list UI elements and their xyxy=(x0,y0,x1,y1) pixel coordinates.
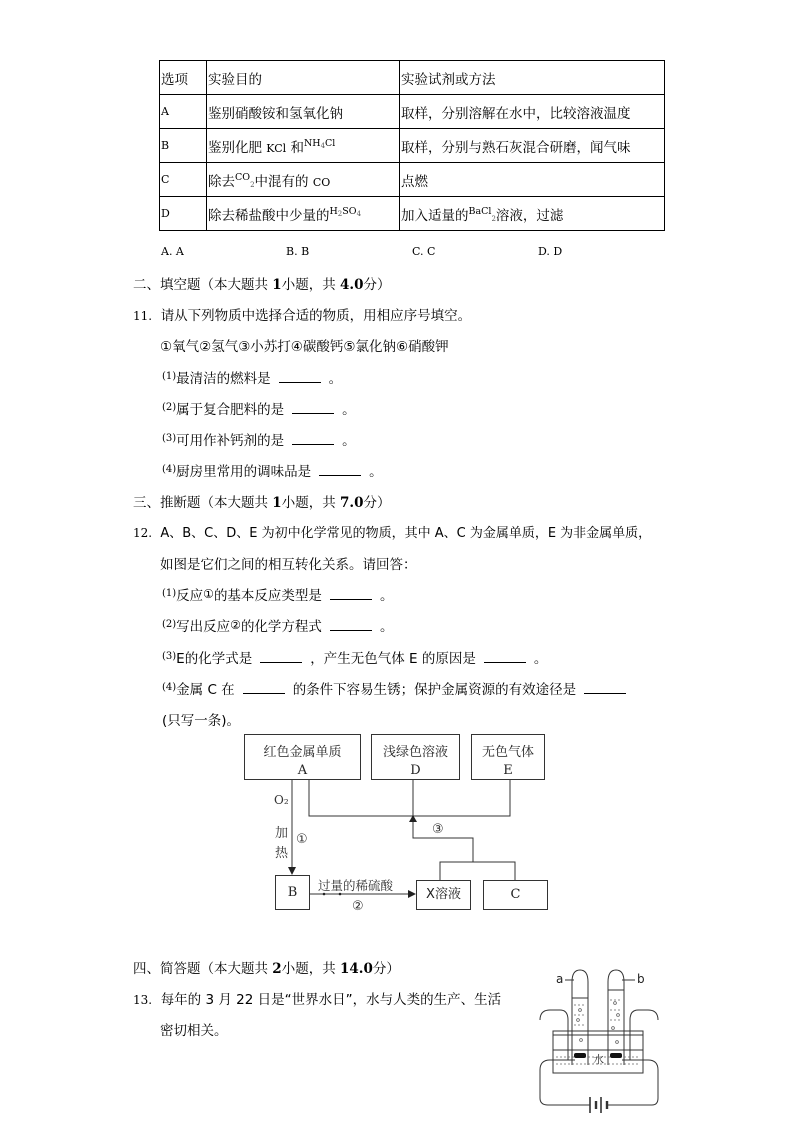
box-b: B xyxy=(275,875,310,910)
section-heading-short-answer: 四、简答题（本大题共 2小题，共 14.0分） xyxy=(133,961,400,977)
row-method: 取样，分别与熟石灰混合研磨，闻气味 xyxy=(400,129,665,163)
question-11-part-2: $^{(2)}$属于复合肥料的是 。 xyxy=(162,402,356,418)
row-option: A xyxy=(160,95,207,129)
question-12-part-2: $^{(2)}$写出反应②的化学方程式 。 xyxy=(162,618,394,635)
question-11-part-3: $^{(3)}$可用作补钙剂的是 。 xyxy=(162,433,356,449)
reaction-1-label: ① xyxy=(296,832,308,847)
electrode-b xyxy=(610,1053,622,1058)
row-purpose: 鉴别化肥 KCl 和$^{NH_4Cl}$ xyxy=(207,129,400,163)
box-x: X溶液 xyxy=(416,880,471,910)
label-a: a xyxy=(556,972,564,986)
row-purpose: 除去稀盐酸中少量的$^{H_2SO_4}$ xyxy=(207,197,400,231)
question-12-stem-line1: 12. A、B、C、D、E 为初中化学常见的物质，其中 A、C 为金属单质，E 为非金属单质， xyxy=(133,526,652,541)
box-a: 红色金属单质 A xyxy=(244,734,361,780)
question-11-stem: 11. 请从下列物质中选择合适的物质，用相应序号填空。 xyxy=(133,308,472,324)
question-12-tail: (只写一条)。 xyxy=(162,713,241,729)
row-purpose: 鉴别硝酸铵和氢氧化钠 xyxy=(207,95,400,129)
test-tube-a xyxy=(572,970,588,1065)
choice-a[interactable]: A. A xyxy=(161,245,184,258)
row-purpose: 除去$^{CO}_2$中混有的 CO xyxy=(207,163,400,197)
label-b: b xyxy=(637,972,645,986)
reaction-3-label: ③ xyxy=(432,822,444,837)
header-purpose: 实验目的 xyxy=(207,61,400,95)
question-12-stem-line2: 如图是它们之间的相互转化关系。请回答： xyxy=(160,557,417,573)
wire-right xyxy=(607,1060,658,1105)
header-option: 选项 xyxy=(160,61,207,95)
header-method: 实验试剂或方法 xyxy=(400,61,665,95)
box-c: C xyxy=(483,880,548,910)
row-method: 取样，分别溶解在水中，比较溶液温度 xyxy=(400,95,665,129)
row-method: 加入适量的$^{BaCl}_2$溶液，过滤 xyxy=(400,197,665,231)
question-13-stem-line1: 13. 每年的 3 月 22 日是“世界水日”，水与人类的生产、生活 xyxy=(133,992,502,1008)
wire-left xyxy=(540,1060,590,1105)
arrowhead-right xyxy=(408,890,416,898)
row-option: C xyxy=(160,163,207,197)
line-a-e-join xyxy=(309,780,510,816)
question-12-part-1: $^{(1)}$反应①的基本反应类型是 。 xyxy=(162,587,394,604)
question-11-part-1: $^{(1)}$最清洁的燃料是 。 xyxy=(162,371,343,387)
question-13-stem-line2: 密切相关。 xyxy=(160,1023,228,1039)
reaction-2-label: ② xyxy=(352,899,364,914)
question-11-options: ①氧气②氢气③小苏打④碳酸钙⑤氯化钠⑥硝酸钾 xyxy=(160,339,449,355)
question-11-part-4: $^{(4)}$厨房里常用的调味品是 。 xyxy=(162,464,383,480)
section-heading-fill-in: 二、填空题（本大题共 1小题，共 4.0分） xyxy=(133,277,391,293)
o2-label: O₂ xyxy=(274,793,289,807)
acid-label: 过量的稀硫酸 xyxy=(318,878,394,893)
box-e: 无色气体 E xyxy=(471,734,545,780)
arrowhead-down xyxy=(288,867,296,875)
heat-label-2: 热 xyxy=(275,846,289,861)
line-x-c-join xyxy=(440,862,515,880)
choice-d[interactable]: D. D xyxy=(538,245,563,258)
question-12-part-3: $^{(3)}$E的化学式是 ，产生无色气体 E 的原因是 。 xyxy=(162,651,548,667)
row-option: B xyxy=(160,129,207,163)
choice-c[interactable]: C. C xyxy=(412,245,436,258)
electrolysis-apparatus xyxy=(530,960,670,1123)
test-tube-b xyxy=(608,970,624,1065)
heat-label-1: 加 xyxy=(275,826,289,841)
question-12-part-4: $^{(4)}$金属 C 在 的条件下容易生锈；保护金属资源的有效途径是 xyxy=(162,678,626,698)
label-water: 水 xyxy=(593,1053,604,1066)
row-method: 点燃 xyxy=(400,163,665,197)
section-heading-inference: 三、推断题（本大题共 1小题，共 7.0分） xyxy=(133,495,391,511)
box-d: 浅绿色溶液 D xyxy=(371,734,460,780)
row-option: D xyxy=(160,197,207,231)
choice-b[interactable]: B. B xyxy=(286,245,310,258)
electrode-a xyxy=(574,1053,586,1058)
